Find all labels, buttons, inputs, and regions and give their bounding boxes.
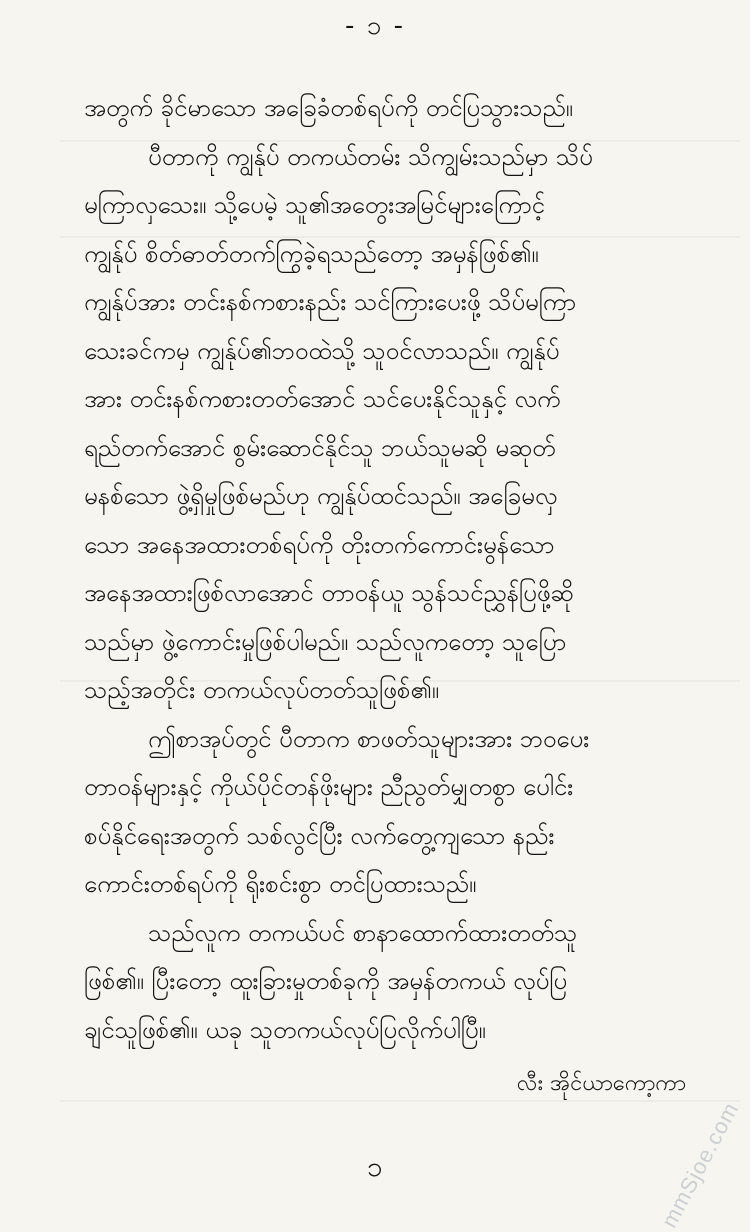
text-line: ကောင်းတစ်ရပ်ကို ရိုးစင်းစွာ တင်ပြထားသည်။ bbox=[84, 870, 477, 898]
text-line: အား တင်းနစ်ကစားတတ်အောင် သင်ပေးနိုင်သူနှင့် လက် bbox=[84, 385, 561, 413]
text-line: စပ်နိုင်ရေးအတွက် သစ်လွင်ပြီး လက်တွေ့ကျသော နည်း bbox=[84, 821, 555, 850]
text-line: အတွက် ခိုင်မာသော အခြေခံတစ်ရပ်ကို တင်ပြသွားသည်။ bbox=[84, 94, 573, 122]
text-line: တာဝန်များနှင့် ကိုယ်ပိုင်တန်ဖိုးများ ညီညွတ်မျှတစွာ ပေါင်း bbox=[84, 773, 574, 801]
footer-page-number: ၁ bbox=[367, 1150, 383, 1183]
text-line: ပီတာကို ကျွန်ုပ် တကယ်တမ်း သိကျွမ်းသည်မှာ သိပ် bbox=[148, 142, 593, 171]
text-line: ဤစာအုပ်တွင် ပီတာက စာဖတ်သူများအား ဘဝပေး bbox=[148, 724, 590, 753]
body-text bbox=[84, 84, 684, 1054]
text-line: ကျွန်ုပ်အား တင်းနစ်ကစားနည်း သင်ကြားပေးဖို့ သိပ်မကြာ bbox=[84, 288, 577, 316]
text-line: သေးခင်ကမှ ကျွန်ုပ်၏ဘဝထဲသို့ သူဝင်လာသည်။ ကျွန်ုပ် bbox=[84, 336, 560, 365]
site-watermark: mmSjoe.com bbox=[656, 1097, 744, 1232]
author-signature: လီး အိုင်ယာကော့ကာ bbox=[516, 1071, 686, 1096]
text-line: သည်လူက တကယ်ပင် စာနာထောက်ထားတတ်သူ bbox=[148, 918, 578, 947]
text-line: ဖြစ်၏။ ပြီးတော့ ထူးခြားမှုတစ်ခုကို အမှန်တကယ် လုပ်ပြ bbox=[84, 967, 568, 995]
header-page-number: - ၁ - bbox=[345, 11, 405, 41]
text-line: သော အနေအထားတစ်ရပ်ကို တိုးတက်ကောင်းမွန်သော bbox=[84, 530, 555, 559]
text-line: ရည်တက်အောင် စွမ်းဆောင်နိုင်သူ ဘယ်သူမဆို မဆုတ် bbox=[84, 433, 556, 462]
text-line: ကျွန်ုပ် စိတ်ဓာတ်တက်ကြွခဲ့ရသည်တော့ အမှန်ဖြစ်၏။ bbox=[84, 239, 539, 268]
text-line: မနစ်သော ဖွဲ့ရှိမှုဖြစ်မည်ဟု ကျွန်ုပ်ထင်သည်။ အခြေမလှ bbox=[84, 482, 558, 510]
text-line: မကြာလှသေး။ သို့ပေမဲ့ သူ၏အတွေးအမြင်များကြောင့် bbox=[84, 191, 545, 219]
text-line: အနေအထားဖြစ်လာအောင် တာဝန်ယူ သွန်သင်ညွှန်ပြဖို့ဆို bbox=[84, 579, 574, 607]
text-line: သည့်အတိုင်း တကယ်လုပ်တတ်သူဖြစ်၏။ bbox=[84, 676, 439, 704]
text-line: သည်မှာ ဖွဲ့ကောင်းမှုဖြစ်ပါမည်။ သည်လူကတော့ သူပြော bbox=[84, 627, 567, 656]
text-line: ချင်သူဖြစ်၏။ ယခု သူတကယ်လုပ်ပြလိုက်ပါပြီ။ bbox=[84, 1015, 486, 1044]
